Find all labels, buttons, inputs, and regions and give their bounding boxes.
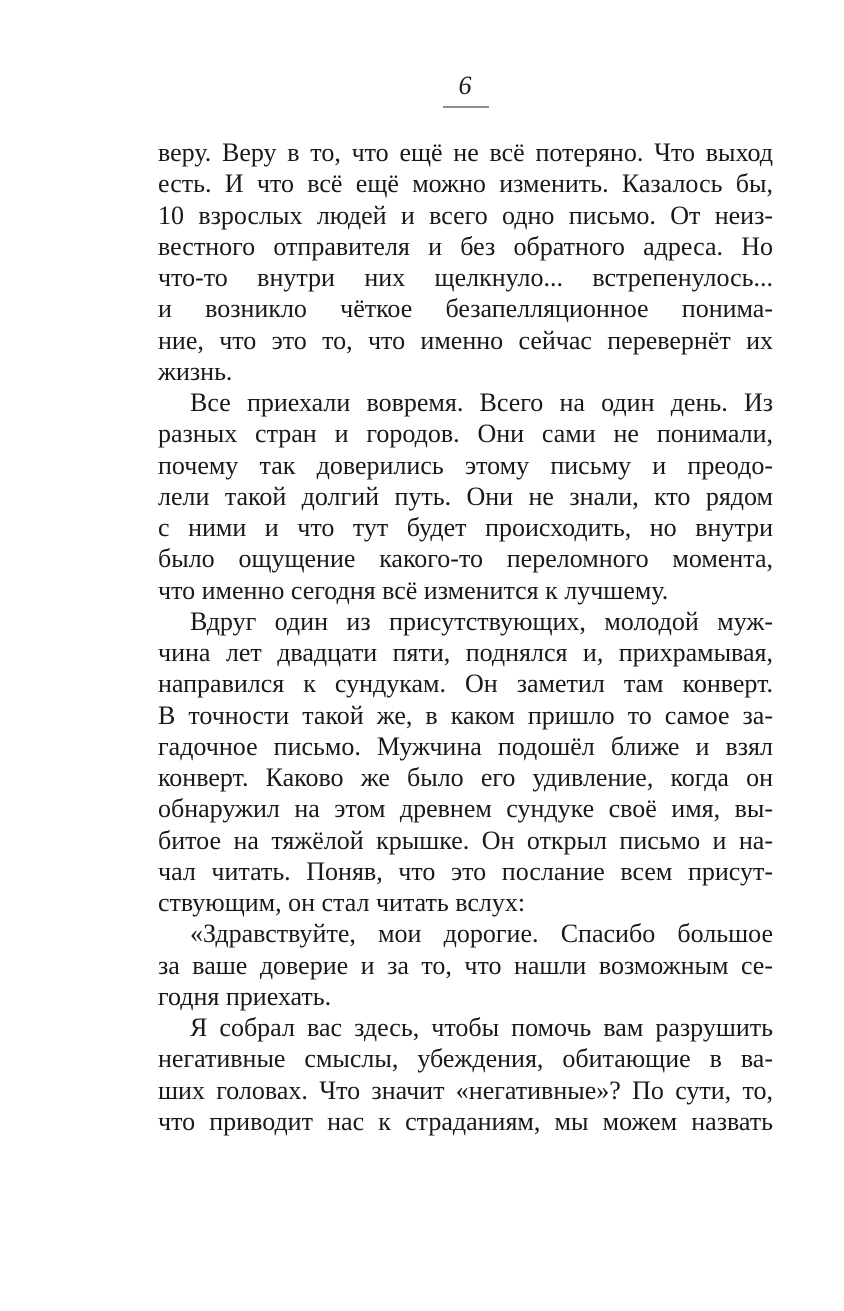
text-line: ших головах. Что значит «негативные»? По сути, то,	[158, 1075, 773, 1105]
text-line: есть. И что всё ещё можно изменить. Казалось бы,	[158, 169, 773, 199]
text-line: и возникло чёткое безапелляционное понима-	[158, 294, 773, 324]
text-line: 10 взрослых людей и всего одно письмо. От неиз-	[158, 200, 773, 230]
text-line: лели такой долгий путь. Они не знали, кто рядом	[158, 481, 773, 511]
paragraph	[158, 1012, 773, 1137]
text-line: что именно сегодня всё изменится к лучшему.	[158, 575, 669, 605]
text-line: чал читать. Поняв, что это послание всем присут-	[158, 856, 773, 886]
paragraph	[158, 606, 773, 919]
text-line: гадочное письмо. Мужчина подошёл ближе и взял	[158, 731, 773, 761]
text-column	[158, 137, 773, 1137]
page-number: 6	[458, 71, 473, 100]
paragraph	[158, 137, 773, 387]
text-line: ние, что это то, что именно сейчас перевернёт их	[158, 325, 773, 355]
text-line: жизнь.	[158, 356, 233, 386]
text-line: чина лет двадцати пяти, поднялся и, прихрамывая,	[158, 638, 773, 667]
text-line: было ощущение какого-то переломного момента,	[158, 544, 773, 574]
page-header	[158, 72, 773, 108]
text-line: Все приехали вовремя. Всего на один день. Из	[190, 388, 773, 417]
text-line: Я собрал вас здесь, чтобы помочь вам разрушить	[190, 1013, 773, 1042]
text-line: обнаружил на этом древнем сундуке своё имя, вы-	[158, 794, 773, 824]
text-line: конверт. Каково же было его удивление, когда он	[158, 763, 773, 792]
text-line: ствующим, он стал читать вслух:	[158, 888, 526, 917]
text-line: за ваше доверие и за то, что нашли возможным се-	[158, 950, 773, 980]
text-line: вестного отправителя и без обратного адреса. Но	[158, 231, 773, 261]
text-line: разных стран и городов. Они сами не понимали,	[158, 419, 773, 449]
text-line: В точности такой же, в каком пришло то самое за-	[158, 700, 773, 730]
text-line: годня приехать.	[158, 981, 332, 1011]
text-line: негативные смыслы, убеждения, обитающие в ва-	[158, 1044, 773, 1074]
text-line: направился к сундукам. Он заметил там конверт.	[158, 669, 773, 699]
paragraph	[158, 918, 773, 1012]
text-line: что приводит нас к страданиям, мы можем назвать	[158, 1106, 773, 1136]
text-line: битое на тяжёлой крышке. Он открыл письмо и на-	[158, 825, 773, 855]
text-line: почему так доверились этому письму и преодо-	[158, 450, 773, 480]
text-line: с ними и что тут будет происходить, но внутри	[158, 513, 773, 542]
header-rule	[443, 106, 489, 108]
text-line: «Здравствуйте, мои дорогие. Спасибо большое	[190, 919, 773, 949]
text-line: веру. Веру в то, что ещё не всё потеряно. Что выход	[158, 138, 773, 167]
text-line: что-то внутри них щелкнуло... встрепенулось...	[158, 263, 773, 292]
text-line: Вдруг один из присутствующих, молодой муж-	[190, 606, 773, 636]
paragraph	[158, 387, 773, 606]
